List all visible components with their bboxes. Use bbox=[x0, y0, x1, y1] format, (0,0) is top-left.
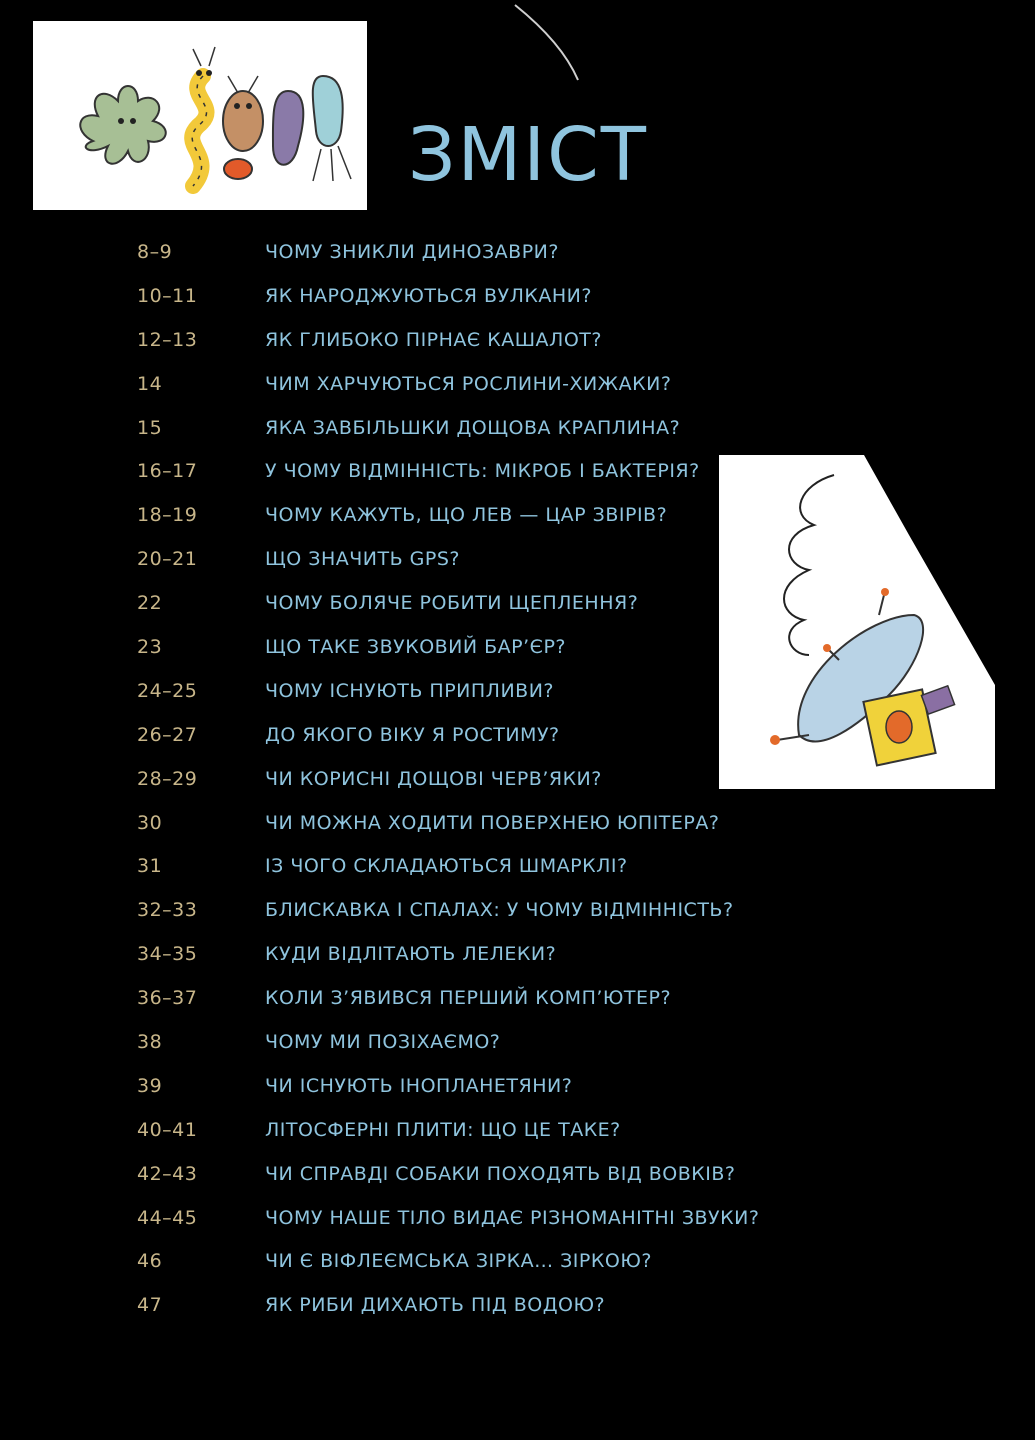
toc-page-number: 40–41 bbox=[137, 1118, 198, 1141]
toc-page-number: 28–29 bbox=[137, 767, 198, 790]
page-title: ЗМІСТ bbox=[408, 112, 648, 198]
toc-question: ЯК НАРОДЖУЮТЬСЯ ВУЛКАНИ? bbox=[265, 284, 592, 307]
toc-question: ЩО ТАКЕ ЗВУКОВИЙ БАР’ЄР? bbox=[265, 635, 566, 658]
toc-item[interactable] bbox=[137, 581, 937, 625]
toc-item[interactable] bbox=[137, 406, 937, 450]
toc-page-number: 44–45 bbox=[137, 1206, 198, 1229]
microbes-illustration bbox=[33, 21, 367, 210]
toc-question: ЧИ ІСНУЮТЬ ІНОПЛАНЕТЯНИ? bbox=[265, 1074, 573, 1097]
decorative-curve-icon bbox=[500, 0, 600, 90]
toc-item[interactable] bbox=[137, 1283, 937, 1327]
toc-page-number: 16–17 bbox=[137, 460, 198, 483]
toc-question: ЧИ КОРИСНІ ДОЩОВІ ЧЕРВ’ЯКИ? bbox=[265, 767, 602, 790]
toc-item[interactable] bbox=[137, 1064, 937, 1108]
toc-question: БЛИСКАВКА І СПАЛАХ: У ЧОМУ ВІДМІННІСТЬ? bbox=[265, 899, 734, 922]
toc-page-number: 15 bbox=[137, 416, 163, 439]
toc-page-number: 30 bbox=[137, 811, 163, 834]
toc-question: ЧИ МОЖНА ХОДИТИ ПОВЕРХНЕЮ ЮПІТЕРА? bbox=[265, 811, 720, 834]
toc-page-number: 38 bbox=[137, 1030, 163, 1053]
toc-question: ЧОМУ БОЛЯЧЕ РОБИТИ ЩЕПЛЕННЯ? bbox=[265, 592, 639, 615]
toc-question: ЧОМУ НАШЕ ТІЛО ВИДАЄ РІЗНОМАНІТНІ ЗВУКИ? bbox=[265, 1206, 760, 1229]
microbes-icon bbox=[33, 21, 367, 210]
toc-item[interactable] bbox=[137, 844, 937, 888]
toc-page-number: 10–11 bbox=[137, 284, 198, 307]
toc-page-number: 36–37 bbox=[137, 987, 198, 1010]
toc-page-number: 39 bbox=[137, 1074, 163, 1097]
toc-item[interactable] bbox=[137, 230, 937, 274]
toc-page-number: 20–21 bbox=[137, 548, 198, 571]
toc-question: ЯКА ЗАВБІЛЬШКИ ДОЩОВА КРАПЛИНА? bbox=[265, 416, 681, 439]
toc-item[interactable] bbox=[137, 493, 937, 537]
toc-page-number: 24–25 bbox=[137, 679, 198, 702]
toc-question: ЧОМУ ЗНИКЛИ ДИНОЗАВРИ? bbox=[265, 240, 559, 263]
toc-page-number: 26–27 bbox=[137, 723, 198, 746]
toc-page-number: 23 bbox=[137, 635, 163, 658]
table-of-contents bbox=[137, 230, 937, 1327]
toc-question: ЧОМУ ІСНУЮТЬ ПРИПЛИВИ? bbox=[265, 679, 554, 702]
toc-question: КУДИ ВІДЛІТАЮТЬ ЛЕЛЕКИ? bbox=[265, 943, 557, 966]
toc-page-number: 31 bbox=[137, 855, 163, 878]
toc-item[interactable] bbox=[137, 362, 937, 406]
toc-item[interactable] bbox=[137, 1239, 937, 1283]
toc-question: У ЧОМУ ВІДМІННІСТЬ: МІКРОБ І БАКТЕРІЯ? bbox=[265, 460, 700, 483]
toc-item[interactable] bbox=[137, 1196, 937, 1240]
toc-page-number: 14 bbox=[137, 372, 163, 395]
toc-page-number: 47 bbox=[137, 1294, 163, 1317]
toc-page-number: 32–33 bbox=[137, 899, 198, 922]
toc-page-number: 46 bbox=[137, 1250, 163, 1273]
toc-question: ЧОМУ КАЖУТЬ, ЩО ЛЕВ — ЦАР ЗВІРІВ? bbox=[265, 504, 668, 527]
toc-page-number: 34–35 bbox=[137, 943, 198, 966]
toc-item[interactable] bbox=[137, 449, 937, 493]
toc-item[interactable] bbox=[137, 625, 937, 669]
toc-item[interactable] bbox=[137, 932, 937, 976]
toc-item[interactable] bbox=[137, 801, 937, 845]
toc-item[interactable] bbox=[137, 888, 937, 932]
toc-question: КОЛИ З’ЯВИВСЯ ПЕРШИЙ КОМП’ЮТЕР? bbox=[265, 987, 672, 1010]
toc-page-number: 8–9 bbox=[137, 240, 173, 263]
toc-item[interactable] bbox=[137, 1152, 937, 1196]
toc-item[interactable] bbox=[137, 976, 937, 1020]
toc-question: ЧОМУ МИ ПОЗІХАЄМО? bbox=[265, 1030, 501, 1053]
toc-question: ЯК РИБИ ДИХАЮТЬ ПІД ВОДОЮ? bbox=[265, 1294, 606, 1317]
toc-question: ЯК ГЛИБОКО ПІРНАЄ КАШАЛОТ? bbox=[265, 328, 602, 351]
toc-question: ЧИМ ХАРЧУЮТЬСЯ РОСЛИНИ-ХИЖАКИ? bbox=[265, 372, 672, 395]
toc-item[interactable] bbox=[137, 713, 937, 757]
toc-page-number: 18–19 bbox=[137, 504, 198, 527]
toc-item[interactable] bbox=[137, 537, 937, 581]
toc-page-number: 22 bbox=[137, 592, 163, 615]
toc-question: ЧИ Є ВІФЛЕЄМСЬКА ЗІРКА… ЗІРКОЮ? bbox=[265, 1250, 652, 1273]
toc-item[interactable] bbox=[137, 1020, 937, 1064]
toc-page-number: 12–13 bbox=[137, 328, 198, 351]
toc-item[interactable] bbox=[137, 274, 937, 318]
toc-item[interactable] bbox=[137, 1108, 937, 1152]
toc-page-number: 42–43 bbox=[137, 1162, 198, 1185]
toc-item[interactable] bbox=[137, 669, 937, 713]
toc-question: ІЗ ЧОГО СКЛАДАЮТЬСЯ ШМАРКЛІ? bbox=[265, 855, 628, 878]
toc-question: ДО ЯКОГО ВІКУ Я РОСТИМУ? bbox=[265, 723, 560, 746]
toc-item[interactable] bbox=[137, 318, 937, 362]
toc-item[interactable] bbox=[137, 757, 937, 801]
toc-question: ЧИ СПРАВДІ СОБАКИ ПОХОДЯТЬ ВІД ВОВКІВ? bbox=[265, 1162, 736, 1185]
toc-question: ЛІТОСФЕРНІ ПЛИТИ: ЩО ЦЕ ТАКЕ? bbox=[265, 1118, 621, 1141]
toc-question: ЩО ЗНАЧИТЬ GPS? bbox=[265, 548, 460, 571]
